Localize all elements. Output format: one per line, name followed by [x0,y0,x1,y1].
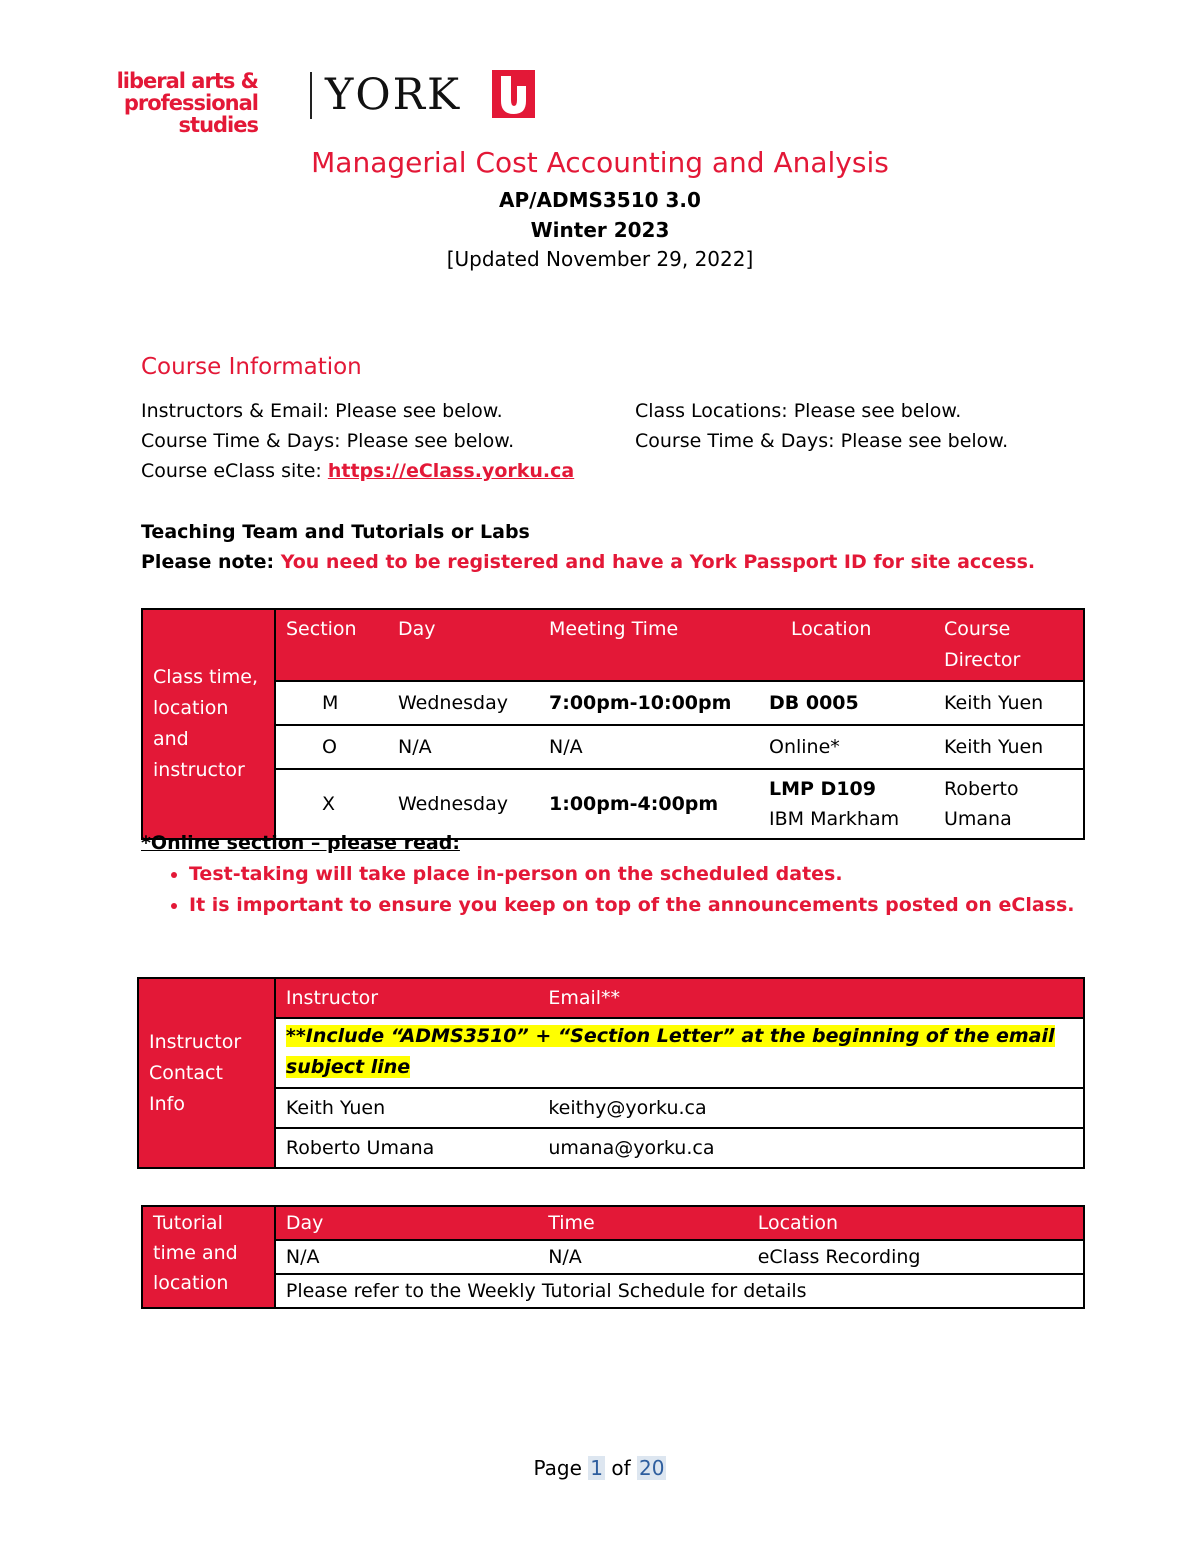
updated-date: [Updated November 29, 2022] [446,247,754,271]
cell-location: DB 0005 [759,681,934,725]
cell-location: Online* [759,725,934,769]
cell-time: 1:00pm-4:00pm [539,769,759,839]
course-info-left [141,396,574,486]
header-location: Location [748,1206,1084,1240]
logo-divider [310,72,312,119]
note-text: You need to be registered and have a York Passport ID for site access. [280,551,1036,573]
logo-line-2: professional studies [123,91,258,137]
cell-location: eClass Recording [748,1240,1084,1274]
location-line-2: IBM Markham [769,808,900,830]
table-row [142,681,1084,725]
logo-york-text: YORK [325,70,462,120]
cell-director: Keith Yuen [934,725,1084,769]
of-label: of [611,1456,631,1480]
cell-day: N/A [388,725,539,769]
header-day: Day [388,609,539,681]
table-row [138,1088,1084,1128]
page-label: Page [533,1456,582,1480]
cell-day: Wednesday [388,681,539,725]
highlighted-note: **Include “ADMS3510” + “Section Letter” at the beginning of the email subject line [285,1025,1055,1078]
course-title: Managerial Cost Accounting and Analysis [311,146,889,179]
contact-table-side-label: Instructor Contact Info [138,978,275,1168]
class-schedule-table [141,608,1085,840]
tutorial-table-side-label: Tutorial time and location [142,1206,275,1308]
cell-time: N/A [538,1240,748,1274]
online-section-notes [141,828,1075,921]
page-number: 1 [590,1456,604,1480]
page-footer [0,1456,1200,1480]
cell-section: M [275,681,388,725]
contact-table-header [138,978,1084,1018]
header-meeting-time: Meeting Time [539,609,759,681]
logo-lap-text [42,70,258,136]
location-line-1: LMP D109 [769,778,876,800]
cell-instructor: Roberto Umana [275,1128,538,1168]
course-information-heading: Course Information [141,354,362,380]
logo-line-1: liberal arts & [116,69,258,93]
course-code: AP/ADMS3510 3.0 [499,188,701,212]
email-subject-note-row [138,1018,1084,1088]
class-table-side-label: Class time, location and instructor [142,609,275,839]
cell-director: Keith Yuen [934,681,1084,725]
eclass-link[interactable]: https://eClass.yorku.ca [327,460,575,482]
cell-instructor: Keith Yuen [275,1088,538,1128]
cell-time: 7:00pm-10:00pm [539,681,759,725]
list-item: • It is important to ensure you keep on top of the announcements posted on eClass. [189,890,1075,921]
header-instructor: Instructor [275,978,538,1018]
teaching-team-heading: Teaching Team and Tutorials or Labs [141,521,530,543]
header-time: Time [538,1206,748,1240]
cell-section: X [275,769,388,839]
tutorial-table-header [142,1206,1084,1240]
eclass-label: Course eClass site: [141,460,328,482]
header-day: Day [275,1206,538,1240]
header-location: Location [759,609,934,681]
table-row [142,1240,1084,1274]
course-term: Winter 2023 [530,218,670,242]
eclass-line [141,456,574,486]
class-table-header [142,609,1084,681]
online-notes-list [141,859,1075,921]
list-item: • Test-taking will take place in-person on the scheduled dates. [189,859,1075,890]
email-subject-note [275,1018,1084,1088]
cell-time: N/A [539,725,759,769]
cell-director: Roberto Umana [934,769,1084,839]
header-section: Section [275,609,388,681]
instructors-email-line: Instructors & Email: Please see below. [141,400,503,422]
york-u-logo-icon [492,70,535,118]
table-row [142,1274,1084,1308]
header-course-director: Course Director [934,609,1084,681]
course-info-right [635,396,1008,456]
site-access-note [141,551,1035,573]
cell-email[interactable]: umana@yorku.ca [538,1128,1084,1168]
table-row [138,1128,1084,1168]
online-notes-heading: *Online section – please read: [141,832,460,854]
tutorial-table [141,1205,1085,1309]
cell-day: Wednesday [388,769,539,839]
course-time-line-left: Course Time & Days: Please see below. [141,430,515,452]
cell-day: N/A [275,1240,538,1274]
note-label: Please note: [141,551,281,573]
class-locations-line: Class Locations: Please see below. [635,400,962,422]
table-row [142,725,1084,769]
course-time-line-right: Course Time & Days: Please see below. [635,430,1009,452]
instructor-contact-table [137,977,1085,1169]
header-email: Email** [538,978,1084,1018]
tutorial-schedule-note: Please refer to the Weekly Tutorial Schedule for details [275,1274,1084,1308]
cell-email[interactable]: keithy@yorku.ca [538,1088,1084,1128]
cell-section: O [275,725,388,769]
page-total: 20 [639,1456,665,1480]
